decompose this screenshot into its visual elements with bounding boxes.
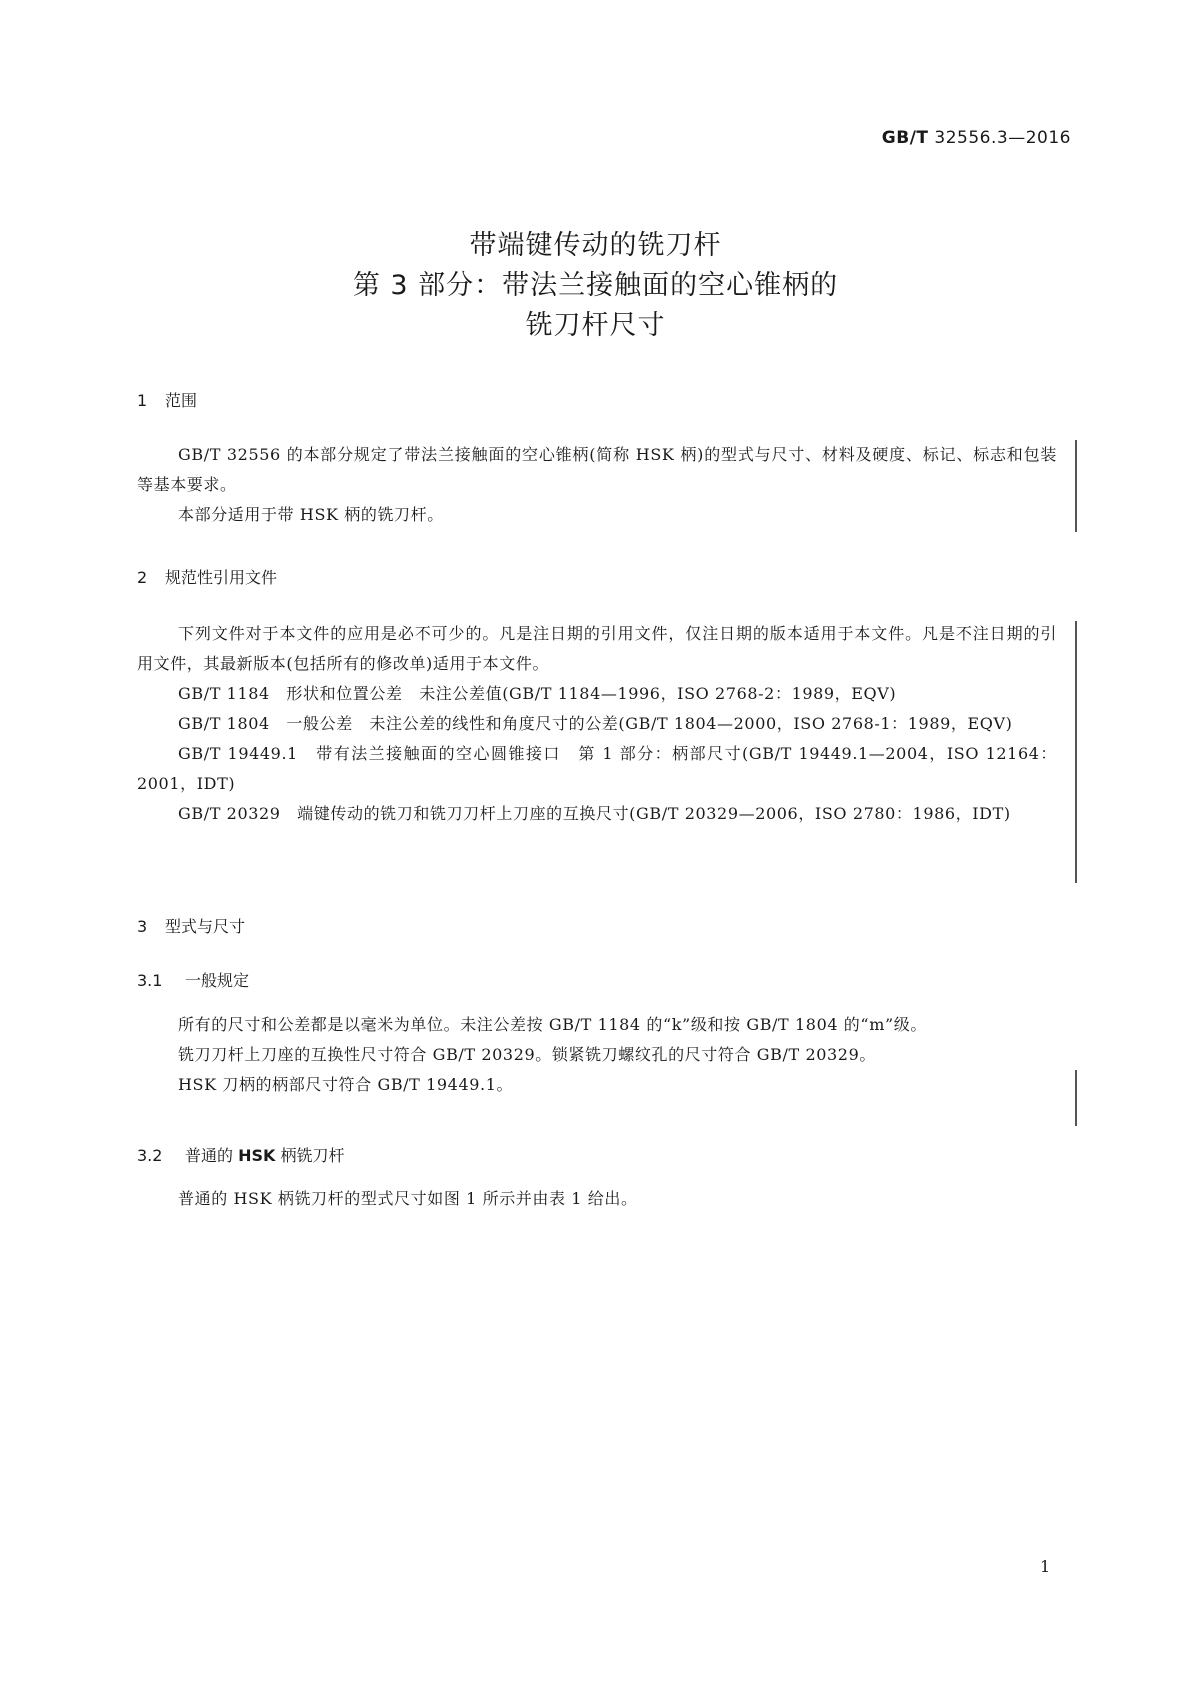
subsection-3-2-body	[137, 1184, 1057, 1214]
section-2-heading	[137, 565, 277, 588]
change-bar	[1075, 621, 1077, 883]
subsection-3-1-heading	[137, 968, 249, 991]
section-3-heading	[137, 914, 245, 937]
section-number: 2	[137, 568, 148, 587]
subsection-number: 3.1	[137, 971, 163, 990]
title-line-2: 第 3 部分：带法兰接触面的空心锥柄的	[352, 270, 839, 301]
section-number: 3	[137, 917, 148, 936]
change-bar	[1075, 440, 1077, 532]
standard-number: 32556.3—2016	[934, 128, 1071, 148]
subsection-number: 3.2	[137, 1146, 163, 1165]
section-number: 1	[137, 391, 148, 410]
subsection-3-2-heading	[137, 1143, 345, 1166]
change-bar	[1075, 1070, 1077, 1126]
subsection-title-suffix: 柄铣刀杆	[280, 1146, 345, 1165]
paragraph: 本部分适用于带 HSK 柄的铣刀杆。	[178, 505, 444, 524]
section-1-heading	[137, 388, 197, 411]
reference-item: GB/T 20329 端键传动的铣刀和铣刀刀杆上刀座的互换尺寸(GB/T 20329—2006，ISO 2780：1986，IDT)	[178, 804, 1011, 823]
section-2-body	[137, 619, 1057, 829]
paragraph: HSK 刀柄的柄部尺寸符合 GB/T 19449.1。	[178, 1075, 514, 1094]
section-title: 规范性引用文件	[165, 568, 278, 587]
section-title: 型式与尺寸	[165, 917, 246, 936]
page-number: 1	[1040, 1557, 1051, 1576]
paragraph: 铣刀刀杆上刀座的互换性尺寸符合 GB/T 20329。锁紧铣刀螺纹孔的尺寸符合 GB/T 20329。	[178, 1045, 876, 1064]
standard-code	[882, 128, 1071, 148]
subsection-title-prefix: 普通的	[185, 1146, 234, 1165]
title-line-3: 铣刀杆尺寸	[525, 310, 666, 341]
paragraph: 普通的 HSK 柄铣刀杆的型式尺寸如图 1 所示并由表 1 给出。	[178, 1189, 638, 1208]
paragraph: GB/T 32556 的本部分规定了带法兰接触面的空心锥柄(简称 HSK 柄)的型式与尺寸、材料及硬度、标记、标志和包装等基本要求。	[137, 445, 1057, 494]
reference-item: GB/T 1184 形状和位置公差 未注公差值(GB/T 1184—1996，ISO 2768-2：1989，EQV)	[178, 684, 897, 703]
document-title	[0, 226, 1191, 346]
reference-item: GB/T 1804 一般公差 未注公差的线性和角度尺寸的公差(GB/T 1804—2000，ISO 2768-1：1989，EQV)	[178, 714, 1013, 733]
title-line-1: 带端键传动的铣刀杆	[469, 230, 722, 261]
subsection-title: 一般规定	[185, 971, 250, 990]
subsection-3-1-body	[137, 1010, 1057, 1100]
subsection-title-bold: HSK	[238, 1146, 276, 1165]
section-1-body	[137, 440, 1057, 530]
paragraph: 下列文件对于本文件的应用是必不可少的。凡是注日期的引用文件，仅注日期的版本适用于本文件。凡是不注日期的引用文件，其最新版本(包括所有的修改单)适用于本文件。	[137, 624, 1057, 673]
standard-prefix: GB/T	[881, 128, 929, 148]
reference-item: GB/T 19449.1 带有法兰接触面的空心圆锥接口 第 1 部分：柄部尺寸(GB/T 19449.1—2004，ISO 12164：2001，IDT)	[137, 744, 1057, 793]
paragraph: 所有的尺寸和公差都是以毫米为单位。未注公差按 GB/T 1184 的“k”级和按 GB/T 1804 的“m”级。	[178, 1015, 927, 1034]
section-title: 范围	[165, 391, 198, 410]
